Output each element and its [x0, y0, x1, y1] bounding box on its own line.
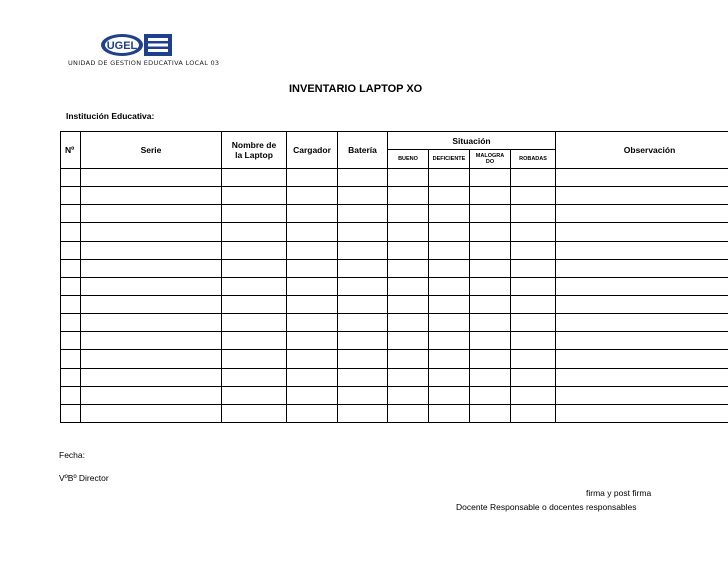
table-cell[interactable]	[470, 314, 511, 332]
inventory-table	[60, 131, 728, 423]
table-cell[interactable]	[61, 241, 81, 259]
table-cell[interactable]	[61, 187, 81, 205]
table-cell[interactable]	[556, 187, 728, 205]
table-cell[interactable]	[511, 259, 556, 277]
table-cell[interactable]	[388, 277, 429, 295]
table-cell[interactable]	[81, 187, 222, 205]
table-cell[interactable]	[222, 332, 287, 350]
table-cell[interactable]	[511, 205, 556, 223]
table-cell[interactable]	[338, 205, 388, 223]
table-cell[interactable]	[222, 295, 287, 313]
table-cell[interactable]	[222, 368, 287, 386]
table-cell[interactable]	[338, 314, 388, 332]
table-cell[interactable]	[470, 259, 511, 277]
table-cell[interactable]	[338, 332, 388, 350]
table-cell[interactable]	[556, 295, 728, 313]
table-cell[interactable]	[338, 277, 388, 295]
col-header-robadas: ROBADAS	[511, 150, 556, 169]
table-cell[interactable]	[429, 259, 470, 277]
table-row	[61, 404, 728, 422]
table-cell[interactable]	[287, 350, 338, 368]
table-cell[interactable]	[429, 386, 470, 404]
table-cell[interactable]	[287, 314, 338, 332]
table-cell[interactable]	[338, 241, 388, 259]
table-cell[interactable]	[338, 386, 388, 404]
table-row	[61, 332, 728, 350]
table-cell[interactable]	[429, 187, 470, 205]
institution-label: Institución Educativa:	[66, 111, 155, 121]
table-cell[interactable]	[338, 295, 388, 313]
table-cell[interactable]	[61, 169, 81, 187]
table-cell[interactable]	[511, 187, 556, 205]
table-cell[interactable]	[388, 332, 429, 350]
table-cell[interactable]	[287, 404, 338, 422]
table-row	[61, 241, 728, 259]
ugel-logo-icon	[100, 32, 174, 58]
table-cell[interactable]	[61, 386, 81, 404]
table-cell[interactable]	[287, 169, 338, 187]
table-cell[interactable]	[470, 241, 511, 259]
table-cell[interactable]	[470, 223, 511, 241]
table-row	[61, 368, 728, 386]
table-cell[interactable]	[511, 295, 556, 313]
table-cell[interactable]	[429, 368, 470, 386]
table-cell[interactable]	[81, 314, 222, 332]
table-cell[interactable]	[470, 205, 511, 223]
table-row	[61, 187, 728, 205]
table-cell[interactable]	[222, 241, 287, 259]
table-cell[interactable]	[470, 277, 511, 295]
table-cell[interactable]	[81, 277, 222, 295]
table-cell[interactable]	[556, 350, 728, 368]
table-cell[interactable]	[61, 350, 81, 368]
table-cell[interactable]	[81, 350, 222, 368]
table-cell[interactable]	[388, 314, 429, 332]
col-header-nombre-line1: Nombre de	[231, 140, 277, 150]
table-cell[interactable]	[338, 350, 388, 368]
table-cell[interactable]	[222, 187, 287, 205]
col-header-serie: Serie	[81, 132, 222, 169]
table-cell[interactable]	[388, 295, 429, 313]
table-cell[interactable]	[222, 350, 287, 368]
table-cell[interactable]	[556, 169, 728, 187]
table-cell[interactable]	[556, 314, 728, 332]
firma-label: firma y post firma	[586, 488, 652, 498]
table-cell[interactable]	[388, 368, 429, 386]
table-cell[interactable]	[287, 368, 338, 386]
table-cell[interactable]	[287, 277, 338, 295]
table-cell[interactable]	[222, 314, 287, 332]
table-cell[interactable]	[61, 404, 81, 422]
table-cell[interactable]	[429, 241, 470, 259]
table-cell[interactable]	[81, 169, 222, 187]
table-cell[interactable]	[222, 259, 287, 277]
docente-label: Docente Responsable o docentes responsables	[456, 502, 637, 512]
table-cell[interactable]	[81, 241, 222, 259]
col-header-malogrado	[470, 150, 511, 169]
table-cell[interactable]	[61, 277, 81, 295]
inventory-body	[61, 169, 728, 423]
table-cell[interactable]	[61, 205, 81, 223]
table-cell[interactable]	[470, 187, 511, 205]
table-cell[interactable]	[511, 241, 556, 259]
col-header-malogrado-line1: MALOGRA	[475, 153, 505, 159]
table-cell[interactable]	[287, 295, 338, 313]
table-cell[interactable]	[429, 205, 470, 223]
table-cell[interactable]	[287, 205, 338, 223]
table-cell[interactable]	[388, 187, 429, 205]
fecha-label: Fecha:	[59, 450, 85, 460]
table-cell[interactable]	[511, 314, 556, 332]
table-cell[interactable]	[222, 404, 287, 422]
table-cell[interactable]	[470, 404, 511, 422]
col-header-nombre-line2: la Laptop	[235, 150, 273, 160]
table-cell[interactable]	[287, 241, 338, 259]
table-cell[interactable]	[429, 223, 470, 241]
table-row	[61, 295, 728, 313]
table-cell[interactable]	[222, 223, 287, 241]
table-cell[interactable]	[429, 295, 470, 313]
col-header-cargador: Cargador	[287, 132, 338, 169]
table-cell[interactable]	[338, 169, 388, 187]
table-cell[interactable]	[222, 386, 287, 404]
page-title: INVENTARIO LAPTOP XO	[289, 83, 423, 95]
table-row	[61, 386, 728, 404]
table-cell[interactable]	[556, 386, 728, 404]
table-cell[interactable]	[287, 187, 338, 205]
table-cell[interactable]	[388, 241, 429, 259]
table-cell[interactable]	[287, 259, 338, 277]
table-cell[interactable]	[338, 187, 388, 205]
table-cell[interactable]	[81, 332, 222, 350]
table-row	[61, 169, 728, 187]
table-row	[61, 350, 728, 368]
table-cell[interactable]	[388, 205, 429, 223]
table-cell[interactable]	[81, 205, 222, 223]
table-cell[interactable]	[556, 404, 728, 422]
table-cell[interactable]	[470, 368, 511, 386]
table-cell[interactable]	[429, 169, 470, 187]
table-cell[interactable]	[338, 223, 388, 241]
table-cell[interactable]	[470, 386, 511, 404]
table-cell[interactable]	[511, 169, 556, 187]
table-cell[interactable]	[61, 368, 81, 386]
table-cell[interactable]	[81, 386, 222, 404]
table-cell[interactable]	[511, 332, 556, 350]
table-row	[61, 277, 728, 295]
table-cell[interactable]	[81, 368, 222, 386]
col-header-nombre	[222, 132, 287, 169]
table-cell[interactable]	[556, 223, 728, 241]
col-header-no: Nº	[61, 132, 81, 169]
table-cell[interactable]	[511, 277, 556, 295]
table-cell[interactable]	[287, 223, 338, 241]
table-cell[interactable]	[556, 277, 728, 295]
col-header-bateria: Batería	[338, 132, 388, 169]
table-cell[interactable]	[556, 368, 728, 386]
table-cell[interactable]	[388, 386, 429, 404]
table-cell[interactable]	[338, 259, 388, 277]
table-cell[interactable]	[511, 386, 556, 404]
table-cell[interactable]	[388, 169, 429, 187]
table-cell[interactable]	[222, 169, 287, 187]
table-cell[interactable]	[338, 368, 388, 386]
table-cell[interactable]	[470, 295, 511, 313]
table-cell[interactable]	[61, 259, 81, 277]
table-cell[interactable]	[556, 241, 728, 259]
table-cell[interactable]	[556, 205, 728, 223]
table-cell[interactable]	[511, 223, 556, 241]
table-cell[interactable]	[81, 223, 222, 241]
director-label: VºBº Director	[59, 473, 109, 483]
table-cell[interactable]	[61, 223, 81, 241]
table-cell[interactable]	[287, 386, 338, 404]
table-row	[61, 223, 728, 241]
col-header-malogrado-line2: DO	[485, 159, 495, 165]
table-cell[interactable]	[81, 404, 222, 422]
table-cell[interactable]	[470, 350, 511, 368]
table-cell[interactable]	[81, 259, 222, 277]
col-header-bueno: BUENO	[388, 150, 429, 169]
table-cell[interactable]	[429, 277, 470, 295]
table-cell[interactable]	[511, 350, 556, 368]
table-cell[interactable]	[470, 169, 511, 187]
table-row	[61, 205, 728, 223]
table-cell[interactable]	[388, 404, 429, 422]
table-row	[61, 314, 728, 332]
table-cell[interactable]	[61, 332, 81, 350]
table-cell[interactable]	[222, 277, 287, 295]
table-cell[interactable]	[287, 332, 338, 350]
col-header-observacion: Observación	[556, 132, 728, 169]
table-cell[interactable]	[556, 332, 728, 350]
table-cell[interactable]	[429, 350, 470, 368]
col-header-deficiente: DEFICIENTE	[429, 150, 470, 169]
table-cell[interactable]	[429, 314, 470, 332]
ugel-caption: UNIDAD DE GESTION EDUCATIVA LOCAL 03	[68, 59, 220, 67]
table-cell[interactable]	[81, 295, 222, 313]
col-header-situacion: Situación	[388, 132, 556, 150]
table-cell[interactable]	[556, 259, 728, 277]
table-cell[interactable]	[511, 368, 556, 386]
table-cell[interactable]	[429, 404, 470, 422]
table-row	[61, 259, 728, 277]
table-cell[interactable]	[222, 205, 287, 223]
table-cell[interactable]	[429, 332, 470, 350]
table-cell[interactable]	[388, 350, 429, 368]
table-cell[interactable]	[61, 314, 81, 332]
svg-text:UGEL: UGEL	[106, 40, 138, 52]
table-cell[interactable]	[388, 223, 429, 241]
table-cell[interactable]	[470, 332, 511, 350]
table-cell[interactable]	[338, 404, 388, 422]
table-cell[interactable]	[388, 259, 429, 277]
table-cell[interactable]	[61, 295, 81, 313]
table-cell[interactable]	[511, 404, 556, 422]
